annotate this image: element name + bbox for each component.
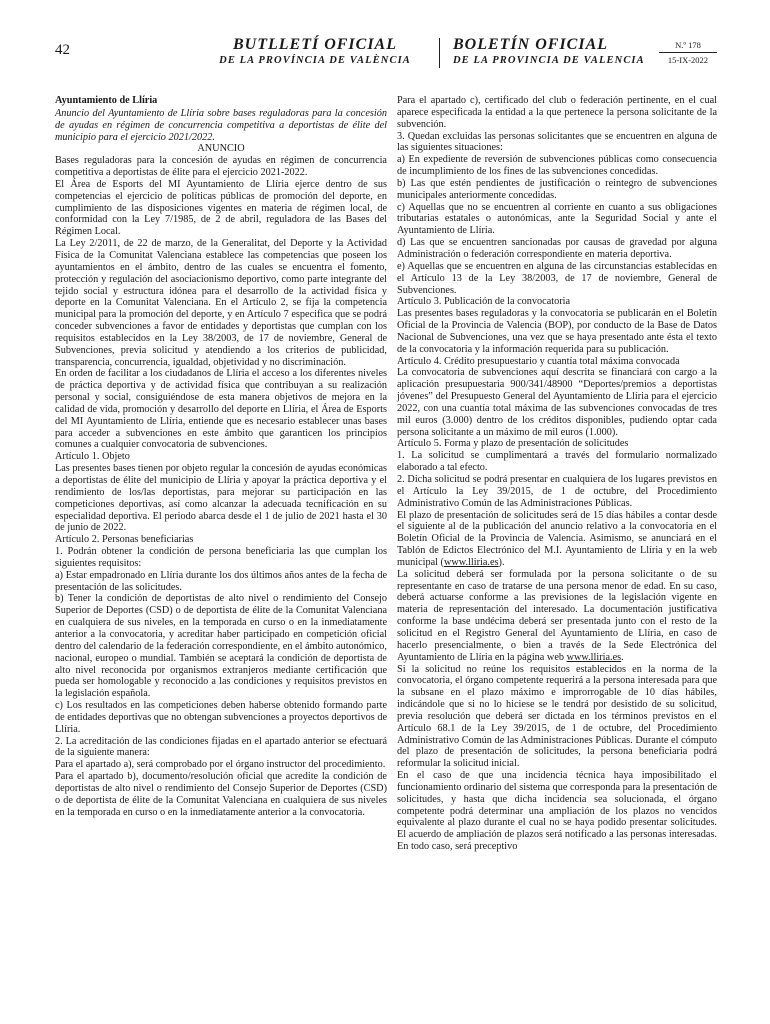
text-run: . [621,651,624,663]
paragraph: b) Tener la condición de deportistas de alto nivel o rendimiento del Consejo Superior de Deportes (CSD) o de deportista de élite de la Comunitat Valenciana en cualquiera de sus niveles, en la temporada en curso o en la inmediatamente anterior a la convocatoria, y acreditar haber participado en competición oficial dentro del calendario de la federación correspondiente, en el ámbito autonómico, nacional, europeo o mundial. También se aceptará la condición de deportista de alto nivel reconocida por organismos extranjeros mediante certificación que pueda ser homologable y reconocido a las condiciones y requisitos previstos en la legislación española. [55,593,387,700]
paragraph: 3. Quedan excluidas las personas solicitantes que se encuentren en alguna de las siguientes situaciones: [397,130,717,154]
paragraph: c) Aquellas que no se encuentren al corriente en cuanto a sus obligaciones tributarias estatales o autonómicas, ante la Seguridad Social y ante el Ayuntamiento de Llíria. [397,201,717,237]
paragraph: La convocatoria de subvenciones aquí descrita se financiará con cargo a la aplicación presupuestaria 900/341/48900 “Deportes/premios a deportistas jóvenes” del Presupuesto General del Ayuntamiento de Llíria para el ejercicio 2022, con una cuantía total máxima de las subvenciones convocadas de tres mil euros (3.000) dentro de los créditos disponibles, pudiendo optar cada persona solicitante a un máximo de mil euros (1.000). [397,367,717,438]
section-heading: Artículo 5. Forma y plazo de presentación de solicitudes [397,438,629,450]
electronic-office-link[interactable]: www.lliria.es [566,651,622,663]
bulletin-title-es: BOLETÍN OFICIAL [453,36,609,53]
issue-meta [659,40,717,65]
paragraph: 1. La solicitud se cumplimentará a través del formulario normalizado elaborado a tal efecto. [397,450,717,474]
anuncio-label: ANUNCIO [197,143,245,155]
section-heading: Artículo 1. Objeto [55,451,130,463]
paragraph: b) Las que estén pendientes de justificación o reintegro de subvenciones municipales anteriormente concedidas. [397,177,717,201]
left-column [55,95,387,818]
header-title-valencian [205,36,425,66]
bulletin-subtitle-val: DE LA PROVÍNCIA DE VALÈNCIA [219,55,411,66]
paragraph [397,569,717,664]
paragraph: a) En expediente de reversión de subvenciones públicas como consecuencia de incumplimiento de los fines de las subvenciones concedidas. [397,154,717,178]
bulletin-subtitle-es: DE LA PROVINCIA DE VALENCIA [453,55,645,66]
paragraph: e) Aquellas que se encuentren en alguna de las circunstancias establecidas en el Artículo 13 de la Ley 38/2003, de 17 de noviembre, General de Subvenciones. [397,260,717,296]
section-heading: Artículo 4. Crédito presupuestario y cuantía total máxima convocada [397,355,680,367]
text-run: La solicitud deberá ser formulada por la persona solicitante o de su representante en caso de tratarse de una persona menor de edad. En su caso, deberá actuarse conforme a las previsiones de la legislación vigente en materia de representación del interesado. La documentación justificativa conforme la base undécima deberá ser presentada junto con el resto de la solicitud en el Registro General del Ayuntamiento de Llíria, en caso de hacerlo presencialmente, o bien a través de la Sede Electrónica del Ayuntamiento de Llíria en la página web [397,568,717,663]
bulletin-title-val: BUTLLETÍ OFICIAL [232,36,397,53]
paragraph: d) Las que se encuentren sancionadas por causas de gravedad por alguna Administración o federación correspondiente en materia deportiva. [397,237,717,260]
page-header [55,36,717,72]
paragraph: 1. Podrán obtener la condición de persona beneficiaria las que cumplan los siguientes requisitos: [55,546,387,569]
right-column [397,95,717,853]
paragraph: Las presentes bases tienen por objeto regular la concesión de ayudas económicas a deportistas de élite del municipio de Llíria y apoyar la práctica deportiva y el rendimiento de los/las deportistas, para mejorar su participación en las competiciones deportivas, así como alcanzar la adecuada tecnificación en su especialidad deportiva. El periodo abarca desde el 1 de julio de 2021 hasta el 30 de junio de 2022. [55,463,387,534]
paragraph: El Área de Esports del MI Ayuntamiento de Llíria ejerce dentro de sus competencias el ejercicio de políticas públicas de promoción del deporte, en cumplimiento de las disposiciones vigentes en materia de régimen local, de conformidad con la Ley 7/1985, de 2 de abril, reguladora de las Bases del Régimen Local. [55,178,387,238]
text-run: El plazo de presentación de solicitudes será de 15 días hábiles a contar desde el siguiente al de la publicación del anuncio relativo a la convocatoria en el Boletín Oficial de la Provincia de Valencia. Asimismo, se anunciará en el Tablón de Edictos Electrónico del M.I. Ayuntamiento de Llíria y en la web municipal ( [397,509,717,568]
paragraph: Si la solicitud no reúne los requisitos establecidos en la norma de la convocatoria, el órgano competente requerirá a la persona interesada para que la subsane en el plazo máximo e improrrogable de 10 días hábiles, indicándole que si no lo hiciese se le tendrá por desistido de su solicitud, previa resolución que deberá ser dictada en los términos previstos en el Artículo 68.1 de la Ley 39/2015, de 1 de octubre, del Procedimiento Administrativo Común de las Administraciones Públicas. Durante el cómputo del plazo de presentación de solicitudes, la persona beneficiaria podrá reformular la solicitud inicial. [397,663,717,770]
paragraph: c) Los resultados en las competiciones deben haberse obtenido formando parte de entidades deportivas que no obtengan subvenciones a proyectos deportivos de Llíria. [55,700,387,735]
section-heading: Artículo 2. Personas beneficiarias [55,534,194,546]
paragraph: En el caso de que una incidencia técnica haya imposibilitado el funcionamiento ordinario del sistema que corresponda para la presentación de solicitudes, y hasta que dicha incidencia sea solucionada, el órgano competente podrá determinar una ampliación de los plazos no vencidos equivalente al plazo durante el cual no se haya podido presentar solicitudes. El acuerdo de ampliación de plazos será notificado a las personas interesadas. En todo caso, será preceptivo [397,770,717,853]
entity-name: Ayuntamiento de Llíria [55,95,158,106]
header-divider [439,38,440,68]
paragraph: Para el apartado a), será comprobado por el órgano instructor del procedimiento. [55,759,386,771]
municipal-website-link[interactable]: www.lliria.es [443,556,499,568]
paragraph: Para el apartado c), certificado del club o federación pertinente, en el cual aparece especificada la entidad a la que pertenece la persona solicitante de la subvención. [397,95,717,130]
paragraph: En orden de facilitar a los ciudadanos de Llíria el acceso a los diferentes niveles de práctica deportiva y de actividad física que contribuyan a su realización personal y social, consiguiéndose de esta manera objetivos de mejora en la calidad de vida, promoción y desarrollo del deporte en Llíria, el Área de Esports del MI Ayuntamiento de Llíria, entiende que es necesario establecer unas bases para acceder a subvenciones en este ámbito que garanticen los principios comunes a cualquier convocatoria de subvenciones. [55,368,387,451]
paragraph: Para el apartado b), documento/resolución oficial que acredite la condición de deportistas de alto nivel o rendimiento del Consejo Superior de Deportes (CSD) o de deportista de élite de la Comunitat Valenciana en cualquiera de sus niveles en la temporada en curso o en la inmediatamente anterior a la convocatoria. [55,771,387,818]
issue-number: N.º 178 [659,40,717,53]
paragraph [397,510,717,569]
paragraph: La Ley 2/2011, de 22 de marzo, de la Generalitat, del Deporte y la Actividad Física de la Comunitat Valenciana establece las competencias que poseen los ayuntamientos en el ámbito, dentro de las cuales se encuentra el fomento, protección y regulación del asociacionismo deportivo, como parte integrante del tejido social y estructura idónea para el desarrollo de la actividad física y deporte en la Comunitat Valenciana. En el Artículo 2, se fija la competencia municipal para la promoción del deporte, y en Artículo 7 especifica que se podrá conceder subvenciones a favor de entidades y deportistas que cumplan con los requisitos establecidos en la Ley 38/2003, de 17 de noviembre, General de Subvenciones, previa solicitud y atendiendo a los criterios de publicidad, transparencia, concurrencia, igualdad, objetividad y no discriminación. [55,238,387,368]
paragraph: Las presentes bases reguladoras y la convocatoria se publicarán en el Boletín Oficial de la Provincia de Valencia (BOP), por conducto de la Base de Datos Nacional de Subvenciones, una vez que se haya presentado ante ésta el texto de la convocatoria y la información requerida para su publicación. [397,308,717,355]
paragraph: 2. Dicha solicitud se podrá presentar en cualquiera de los lugares previstos en el Artículo la Ley 39/2015, de 1 de octubre, del Procedimiento Administrativo Común de las Administraciones Públicas. [397,474,717,509]
text-run: ). [498,556,505,568]
section-heading: Artículo 3. Publicación de la convocatoria [397,296,571,308]
paragraph: a) Estar empadronado en Llíria durante los dos últimos años antes de la fecha de presentación de las solicitudes. [55,569,387,593]
announcement-title: Anuncio del Ayuntamiento de Llíria sobre bases reguladoras para la concesión de ayudas en régimen de concurrencia competitiva a deportistas de élite del municipio para el ejercicio 2021/2022. [55,107,387,143]
paragraph: Bases reguladoras para la concesión de ayudas en régimen de concurrencia competitiva a deportistas de élite para el ejercicio 2021-2022. [55,155,387,179]
paragraph: 2. La acreditación de las condiciones fijadas en el apartado anterior se efectuará de la siguiente manera: [55,735,387,759]
issue-date: 15-IX-2022 [667,55,709,65]
header-title-spanish [453,36,645,66]
page-number: 42 [55,42,70,58]
